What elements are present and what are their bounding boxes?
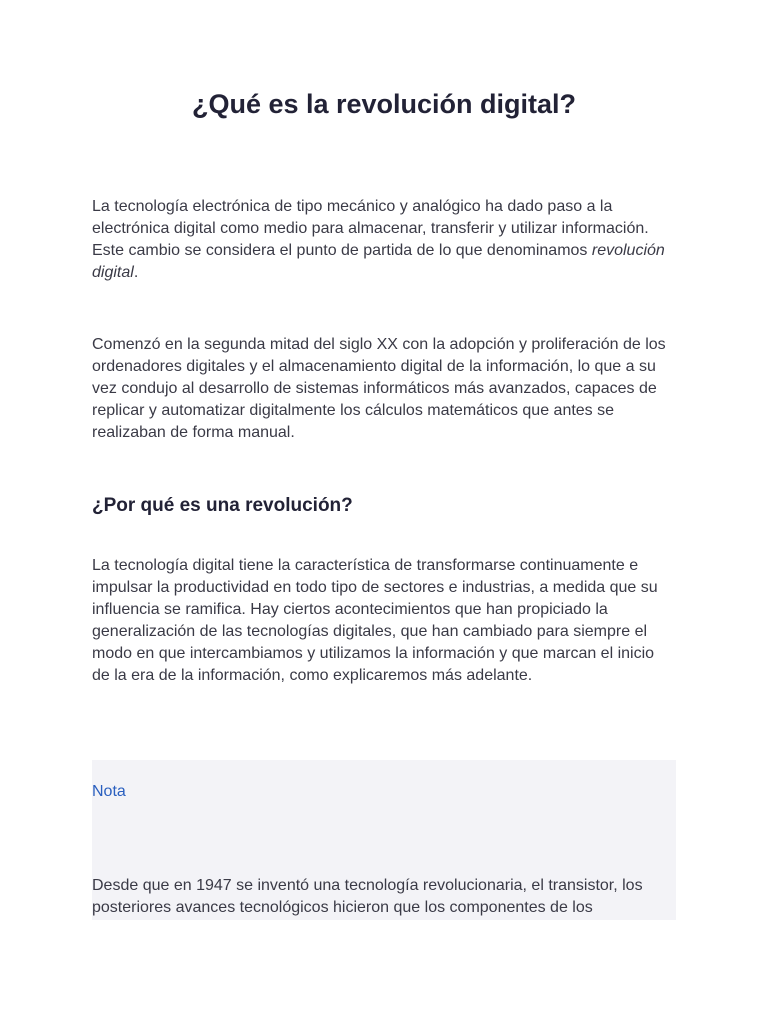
intro-text-end: . (133, 264, 139, 281)
history-paragraph: Comenzó en la segunda mitad del siglo XX con la adopción y proliferación de los ordenadores digitales y el almacenamiento digital de la información, lo que a su vez condujo al desarrollo de sistemas informáticos más avanzados, capaces de replicar y automatizar digitalmente los cálculos matemáticos que antes se realizaban de forma manual. (92, 336, 666, 441)
page-title: ¿Qué es la revolución digital? (191, 89, 577, 119)
note-text: Desde que en 1947 se inventó una tecnología revolucionaria, el transistor, los posteriores avances tecnológicos hicieron que los componentes de los (92, 877, 643, 916)
intro-text: La tecnología electrónica de tipo mecánico y analógico ha dado paso a la electrónica digital como medio para almacenar, transferir y utilizar información. Este cambio se considera el punto de partida de lo que denominamos (92, 198, 649, 259)
intro-emphasis: revolución digital (92, 242, 665, 281)
note-label: Nota (92, 783, 126, 800)
note-box (92, 760, 676, 920)
section-heading: ¿Por qué es una revolución? (92, 495, 353, 516)
revolution-paragraph: La tecnología digital tiene la característica de transformarse continuamente e impulsar la productividad en todo tipo de sectores e industrias, a medida que su influencia se ramifica. Hay ciertos acontecimientos que han propiciado la generalización de las tecnologías digitales, que han cambiado para siempre el modo en que intercambiamos y utilizamos la información y que marcan el inicio de la era de la información, como explicaremos más adelante. (92, 557, 658, 684)
intro-paragraph (92, 196, 676, 284)
